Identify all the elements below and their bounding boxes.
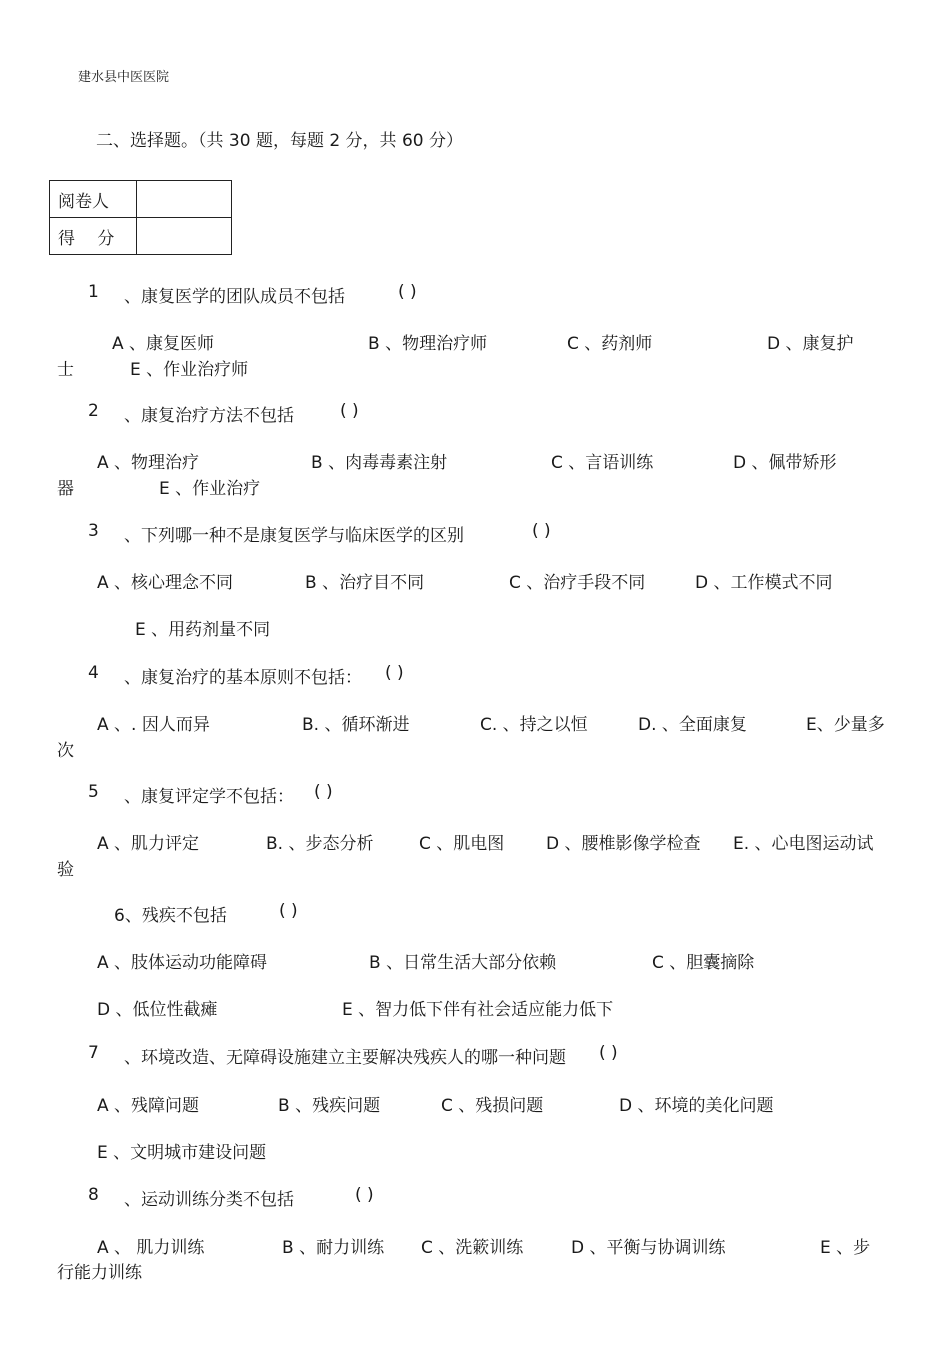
- option-c[interactable]: C 、胆囊摘除: [652, 953, 755, 973]
- option-d[interactable]: D 、佩带矫形: [733, 453, 837, 473]
- question-text: 、康复医学的团队成员不包括: [124, 287, 345, 307]
- question-number: 7: [88, 1043, 99, 1063]
- option-b[interactable]: B. 、循环渐进: [302, 715, 410, 735]
- option-d[interactable]: D 、腰椎影像学检查: [546, 834, 701, 854]
- question-text: 、康复治疗方法不包括: [124, 406, 294, 426]
- answer-bracket[interactable]: ( ): [599, 1043, 618, 1063]
- option-a[interactable]: A 、康复医师: [112, 334, 215, 354]
- question-text: 、环境改造、无障碍设施建立主要解决残疾人的哪一种问题: [124, 1048, 566, 1068]
- option-d[interactable]: D 、低位性截瘫: [97, 1000, 218, 1020]
- question-number: 2: [88, 401, 99, 421]
- option-e[interactable]: E 、用药剂量不同: [135, 620, 271, 640]
- score-label: 得 分: [50, 218, 137, 255]
- question-number: 1: [88, 282, 99, 302]
- option-c[interactable]: C 、治疗手段不同: [509, 573, 646, 593]
- option-a[interactable]: A 、 肌力训练: [97, 1238, 205, 1258]
- option-e[interactable]: E、少量多: [806, 715, 885, 735]
- option-d[interactable]: D 、工作模式不同: [695, 573, 833, 593]
- option-a[interactable]: A 、物理治疗: [97, 453, 200, 473]
- option-continuation: 士: [57, 360, 74, 380]
- option-a[interactable]: A 、. 因人而异: [97, 715, 210, 735]
- option-b[interactable]: B 、残疾问题: [278, 1096, 381, 1116]
- question-number: 5: [88, 782, 99, 802]
- answer-bracket[interactable]: ( ): [355, 1185, 374, 1205]
- reviewer-label: 阅卷人: [50, 181, 137, 218]
- option-continuation: 验: [57, 860, 74, 880]
- option-c[interactable]: C. 、持之以恒: [480, 715, 588, 735]
- option-b[interactable]: B 、肉毒毒素注射: [311, 453, 448, 473]
- option-c[interactable]: C 、药剂师: [567, 334, 653, 354]
- hospital-header: 建水县中医医院: [78, 70, 170, 85]
- option-a[interactable]: A 、核心理念不同: [97, 573, 234, 593]
- question-number: 4: [88, 663, 99, 683]
- option-b[interactable]: B 、治疗目不同: [305, 573, 425, 593]
- reviewer-value-cell[interactable]: [137, 181, 232, 218]
- option-a[interactable]: A 、残障问题: [97, 1096, 200, 1116]
- option-d[interactable]: D. 、全面康复: [638, 715, 747, 735]
- option-d[interactable]: D 、环境的美化问题: [619, 1096, 774, 1116]
- option-e[interactable]: E. 、心电图运动试: [733, 834, 874, 854]
- question-text: 6、残疾不包括: [114, 906, 227, 926]
- option-continuation: 行能力训练: [57, 1263, 142, 1283]
- answer-bracket[interactable]: ( ): [532, 521, 551, 541]
- question-text: 、下列哪一种不是康复医学与临床医学的区别: [124, 526, 464, 546]
- option-b[interactable]: B. 、步态分析: [266, 834, 374, 854]
- option-c[interactable]: C 、洗簌训练: [421, 1238, 524, 1258]
- option-e[interactable]: E 、作业治疗师: [130, 360, 249, 380]
- option-d[interactable]: D 、平衡与协调训练: [571, 1238, 726, 1258]
- question-text: 、康复治疗的基本原则不包括：: [124, 668, 362, 688]
- answer-bracket[interactable]: ( ): [398, 282, 417, 302]
- question-text: 、康复评定学不包括：: [124, 787, 294, 807]
- answer-bracket[interactable]: ( ): [279, 901, 298, 921]
- option-continuation: 器: [57, 479, 74, 499]
- answer-bracket[interactable]: ( ): [385, 663, 404, 683]
- question-text: 、运动训练分类不包括: [124, 1190, 294, 1210]
- question-number: 3: [88, 521, 99, 541]
- option-c[interactable]: C 、言语训练: [551, 453, 654, 473]
- answer-bracket[interactable]: ( ): [340, 401, 359, 421]
- option-e[interactable]: E 、文明城市建设问题: [97, 1143, 267, 1163]
- option-b[interactable]: B 、日常生活大部分依赖: [369, 953, 557, 973]
- score-value-cell[interactable]: [137, 218, 232, 255]
- option-b[interactable]: B 、耐力训练: [282, 1238, 385, 1258]
- option-a[interactable]: A 、肢体运动功能障碍: [97, 953, 268, 973]
- option-b[interactable]: B 、物理治疗师: [368, 334, 488, 354]
- section-title: 二、选择题。（共 30 题，每题 2 分，共 60 分）: [96, 131, 464, 151]
- option-a[interactable]: A 、肌力评定: [97, 834, 200, 854]
- answer-bracket[interactable]: ( ): [314, 782, 333, 802]
- question-number: 8: [88, 1185, 99, 1205]
- score-table: [49, 180, 232, 255]
- option-continuation: 次: [57, 741, 74, 761]
- option-c[interactable]: C 、残损问题: [441, 1096, 544, 1116]
- option-e[interactable]: E 、步: [820, 1238, 871, 1258]
- option-c[interactable]: C 、肌电图: [419, 834, 505, 854]
- option-e[interactable]: E 、作业治疗: [159, 479, 261, 499]
- option-e[interactable]: E 、智力低下伴有社会适应能力低下: [342, 1000, 614, 1020]
- option-d[interactable]: D 、康复护: [767, 334, 854, 354]
